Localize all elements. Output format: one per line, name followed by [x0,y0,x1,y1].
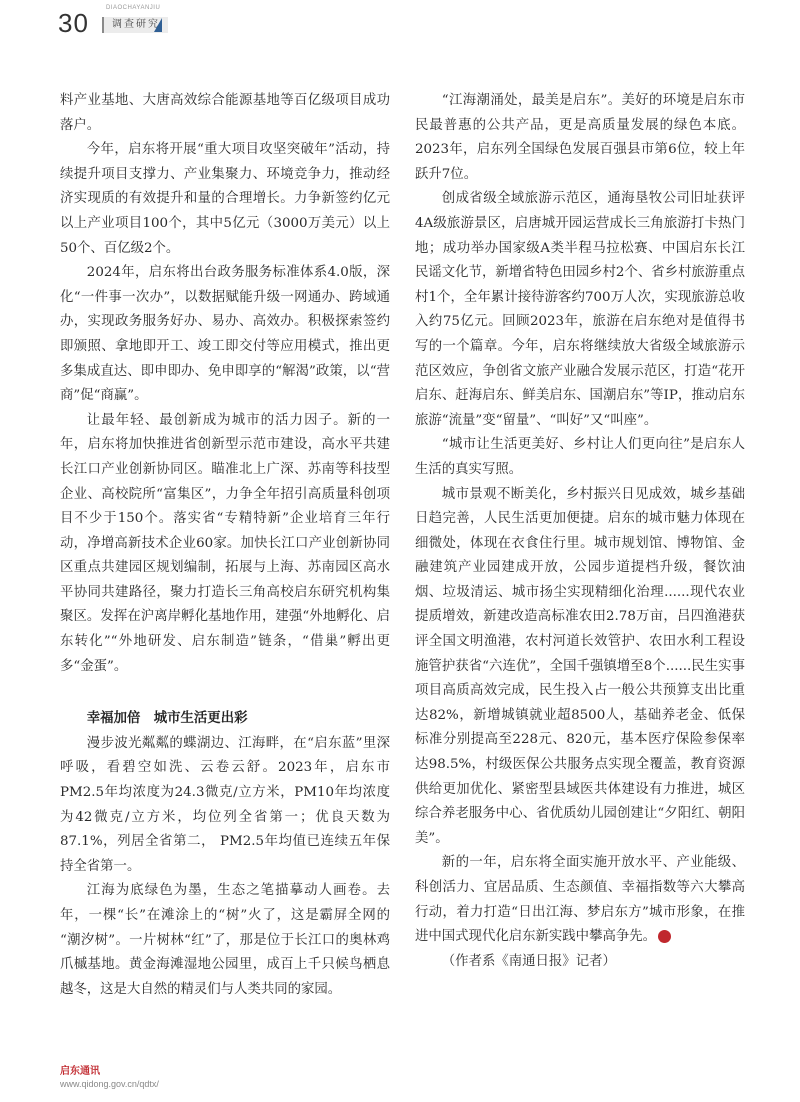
paragraph: 城市景观不断美化，乡村振兴日见成效，城乡基础日趋完善，人民生活更加便捷。启东的城市魅力体现在细微处，体现在衣食住行里。城市规划馆、博物馆、金融建筑产业园建成开放，公园步道提档升级，餐饮油烟、垃圾清运、城市扬尘实现精细化治理......现代农业提质增效，新建改造高标准农田2.78万亩，吕四渔港获评全国文明渔港，农村河道长效管护、农田水利工程设施管护获省“六连优”，全国千强镇增至8个......民生实事项目高质高效完成，民生投入占一般公共预算支出比重达82%，新增城镇就业超8500人，基础养老金、低保标准分别提高至228元、820元，基本医疗保险参保率达98.5%，村级医保公共服务点实现全覆盖，教育资源供给更加优化、紧密型县域医共体建设有力推进，城区综合养老服务中心、省优质幼儿园创建让“夕阳红、朝阳美”。 [415,486,745,846]
article-column-left [60,89,390,1002]
paragraph: 料产业基地、大唐高效综合能源基地等百亿级项目成功落户。 [60,93,390,133]
publication-brand: 启东通讯 [60,1066,100,1077]
paragraph: 漫步波光粼粼的蝶湖边、江海畔，在“启东蓝”里深呼吸，看碧空如洗、云卷云舒。2023年，启东市PM2.5年均浓度为24.3微克/立方米，PM10年均浓度为42微克/立方米，均位列全省第一；优良天数为87.1%，列居全省第二， PM2.5年均值已连续五年保持全省第一。 [60,735,390,874]
author-byline: （作者系《南通日报》记者） [441,953,616,969]
paragraph: “城市让生活更美好、乡村让人们更向往”是启东人生活的真实写照。 [415,437,745,477]
paragraph: 创成省级全域旅游示范区，通海垦牧公司旧址获评4A级旅游景区，启唐城开园运营成长三角旅游打卡热门地；成功举办国家级A类半程马拉松赛、中国启东长江民谣文化节，新增省特色田园乡村2个、省乡村旅游重点村1个，全年累计接待游客约700万人次，实现旅游总收入约75亿元。回顾2023年，旅游在启东绝对是值得书写的一个篇章。今年，启东将继续放大省级全域旅游示范区效应，争创省文旅产业融合发展示范区，打造“花开启东、赶海启东、鲜美启东、国潮启东”等IP，推动启东旅游“流量”变“留量”、“叫好”又“叫座”。 [415,191,745,428]
triangle-icon [154,18,162,32]
paragraph: 今年，启东将开展“重大项目攻坚突破年”活动，持续提升项目支撑力、产业集聚力、环境竞争力，推动经济实现质的有效提升和量的合理增长。力争新签约亿元以上产业项目100个，其中5亿元（3000万美元）以上50个、百亿级2个。 [60,142,390,256]
section-heading: 幸福加倍 城市生活更出彩 [86,711,248,727]
publication-url: www.qidong.gov.cn/qdtx/ [60,1079,159,1089]
page-number: 30 [58,8,89,38]
paragraph: “江海潮涌处，最美是启东”。美好的环境是启东市民最普惠的公共产品，更是高质量发展的绿色本底。2023年，启东列全国绿色发展百强县市第6位，较上年跃升7位。 [415,93,745,182]
paragraph-text: 新的一年，启东将全面实施开放水平、产业能级、科创活力、宜居品质、生态颜值、幸福指数等六大攀高行动，着力打造“日出江海、梦启东方”城市形象，在推进中国式现代化启东新实践中攀高争先。 [415,855,745,945]
page-header [0,0,800,48]
section-name-pinyin: DIAOCHAYANJIU [106,5,161,11]
section-label: 调查研究 [102,17,168,33]
paragraph: 让最年轻、最创新成为城市的活力因子。新的一年，启东将加快推进省创新型示范市建设，高水平共建长江口产业创新协同区。瞄准北上广深、苏南等科技型企业、高校院所“富集区”，力争全年招引高质量科创项目不少于150个。落实省“专精特新”企业培育三年行动，净增高新技术企业60家。加快长江口产业创新协同区重点共建园区规划编制，拓展与上海、苏南园区高水平协同共建路径，聚力打造长三角高校启东研究机构集聚区。发挥在沪离岸孵化基地作用，建强“外地孵化、启东转化”“外地研发、启东制造”链条，“借巢”孵出更多“金蛋”。 [60,412,390,674]
page-footer [60,1066,159,1090]
closing-paragraph [415,851,745,949]
paragraph: 2024年，启东将出台政务服务标准体系4.0版，深化“一件事一次办”，以数据赋能升级一网通办、跨域通办，实现政务服务好办、易办、高效办。积极探索签约即颁照、拿地即开工、竣工即交付等应用模式，推出更多集成直达、即申即办、免申即享的“解渴”政策，以“营商”促“商赢”。 [60,265,390,404]
article-column-right [415,89,745,974]
paragraph: 江海为底绿色为墨，生态之笔描摹动人画卷。去年，一棵“长”在滩涂上的“树”火了，这是霸屏全网的 “潮汐树”。一片树林“红”了，那是位于长江口的奥林鸡爪槭基地。黄金海滩湿地公园里，成百上千只候鸟栖息越冬，这是大自然的精灵们与人类共同的家园。 [60,883,390,997]
end-seal-icon: 启 [658,930,671,943]
